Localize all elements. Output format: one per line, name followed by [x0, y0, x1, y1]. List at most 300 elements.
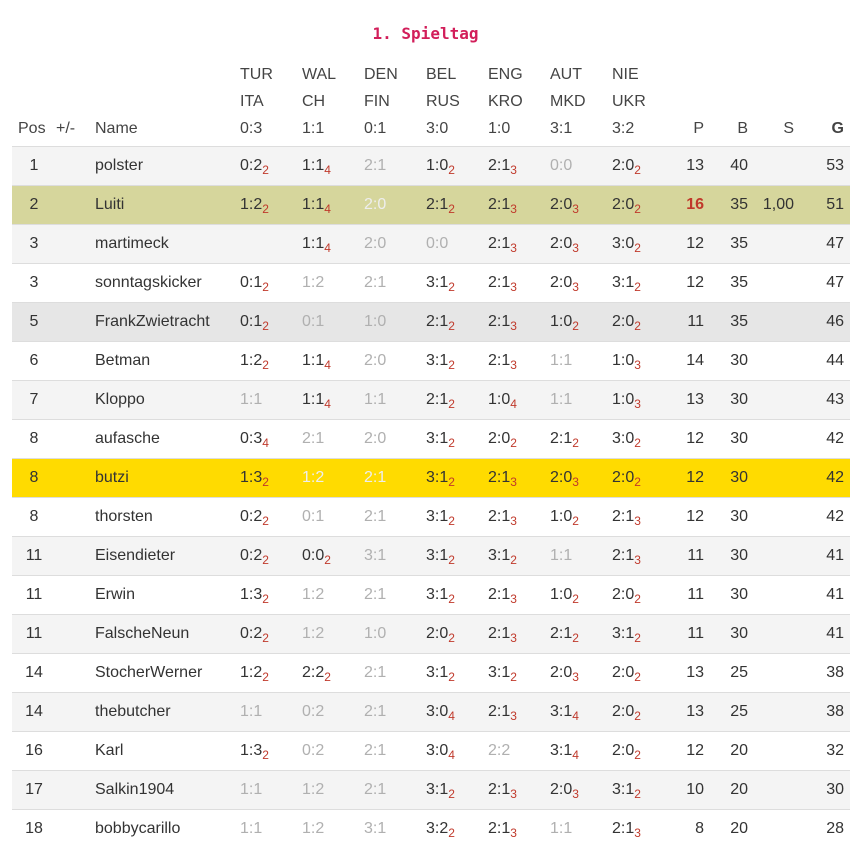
row-change: [56, 225, 95, 264]
tip-score: 2:1: [302, 430, 325, 447]
row-bonus: 40: [710, 147, 754, 186]
tip-points: 4: [324, 202, 331, 216]
tip-score: 2:0: [612, 157, 635, 174]
row-player-name[interactable]: Betman: [95, 342, 240, 381]
tip-points: 2: [634, 163, 641, 177]
row-change: [56, 459, 95, 498]
tip-points: 3: [510, 163, 517, 177]
row-position: 1: [12, 147, 56, 186]
row-tip: [302, 147, 364, 186]
row-bonus: 20: [710, 732, 754, 771]
tip-score: 1:1: [550, 820, 573, 838]
tip-score: 0:1: [302, 508, 325, 525]
header-bonus[interactable]: B: [737, 120, 748, 137]
row-position: 11: [12, 615, 56, 654]
row-bonus: 30: [710, 537, 754, 576]
tip-score: 2:0: [612, 469, 635, 486]
tip-score: 2:0: [612, 664, 635, 681]
row-total: 43: [800, 381, 850, 420]
tip-score: 0:0: [426, 235, 449, 252]
row-points: 11: [678, 615, 710, 654]
tip-score: 2:1: [364, 508, 387, 525]
row-bonus: 35: [710, 186, 754, 225]
tip-points: 2: [448, 592, 455, 606]
tip-score: 2:1: [364, 703, 387, 720]
row-tip: [488, 147, 550, 186]
tip-score: 1:1: [302, 352, 325, 369]
row-total: 44: [800, 342, 850, 381]
page-title: 1. Spieltag: [372, 24, 479, 43]
row-tip: [550, 342, 612, 381]
row-tip: [550, 693, 612, 732]
row-tip: [302, 264, 364, 303]
row-bonus: 30: [710, 342, 754, 381]
row-tip: [302, 303, 364, 342]
tip-points: 2: [572, 631, 579, 645]
match-home: WAL: [302, 66, 337, 83]
tip-points: 3: [510, 319, 517, 333]
row-change: [56, 186, 95, 225]
row-total: 47: [800, 225, 850, 264]
row-points: 12: [678, 420, 710, 459]
row-tip: [550, 264, 612, 303]
row-tip: [364, 615, 426, 654]
row-tip: [364, 264, 426, 303]
tip-points: 3: [510, 826, 517, 841]
header-points[interactable]: P: [693, 120, 704, 137]
header-match: [612, 58, 678, 147]
tip-score: 2:0: [612, 586, 635, 603]
table-row[interactable]: [12, 186, 850, 225]
tip-points: 2: [634, 787, 641, 801]
row-tip: [240, 654, 302, 693]
table-row[interactable]: [12, 732, 850, 771]
tip-points: 2: [448, 436, 455, 450]
row-tip: [364, 693, 426, 732]
row-player-name[interactable]: FalscheNeun: [95, 615, 240, 654]
row-tip: [550, 420, 612, 459]
tip-score: 2:1: [488, 508, 511, 525]
row-tip: [364, 420, 426, 459]
tip-points: 3: [634, 826, 641, 841]
row-tip: [426, 810, 488, 849]
row-tip: [550, 810, 612, 849]
row-tip: [364, 147, 426, 186]
row-tip: [488, 264, 550, 303]
tip-score: 1:1: [240, 781, 263, 798]
row-tip: [240, 771, 302, 810]
table-row[interactable]: [12, 420, 850, 459]
row-tip: [364, 186, 426, 225]
tip-points: 4: [572, 709, 579, 723]
tip-score: 1:2: [302, 274, 325, 291]
row-player-name[interactable]: butzi: [95, 459, 240, 498]
row-player-name[interactable]: thebutcher: [95, 693, 240, 732]
row-bonus: 30: [710, 459, 754, 498]
tip-points: 3: [572, 670, 579, 684]
row-total: 46: [800, 303, 850, 342]
tip-points: 3: [510, 592, 517, 606]
row-tip: [302, 810, 364, 849]
tip-points: 2: [634, 748, 641, 762]
tip-points: 3: [572, 241, 579, 255]
tip-score: 0:2: [240, 508, 263, 525]
row-tip: [240, 615, 302, 654]
tip-score: 3:1: [364, 820, 387, 838]
header-change[interactable]: +/-: [56, 120, 76, 137]
row-tip: [364, 537, 426, 576]
row-player-name[interactable]: aufasche: [95, 420, 240, 459]
row-s: 1,00: [754, 186, 800, 225]
row-points: 10: [678, 771, 710, 810]
row-position: 8: [12, 498, 56, 537]
header-total[interactable]: G: [831, 120, 844, 137]
table-row[interactable]: [12, 147, 850, 186]
tip-score: 2:0: [612, 742, 635, 759]
row-change: [56, 381, 95, 420]
tip-score: 3:1: [488, 547, 511, 564]
tip-score: 3:1: [426, 469, 449, 486]
row-player-name[interactable]: Eisendieter: [95, 537, 240, 576]
row-position: 7: [12, 381, 56, 420]
row-tip: [550, 381, 612, 420]
tip-score: 2:0: [550, 469, 573, 486]
tip-points: 2: [634, 436, 641, 450]
row-s: [754, 693, 800, 732]
tip-points: 2: [510, 436, 517, 450]
row-position: 8: [12, 459, 56, 498]
header-match: [240, 58, 302, 147]
row-bonus: 30: [710, 381, 754, 420]
row-player-name[interactable]: Kloppo: [95, 381, 240, 420]
row-tip: [364, 732, 426, 771]
row-tip: [612, 225, 678, 264]
row-points: 14: [678, 342, 710, 381]
row-tip: [364, 225, 426, 264]
row-tip: [612, 186, 678, 225]
row-tip: [550, 498, 612, 537]
header-row: [12, 58, 850, 147]
row-position: 6: [12, 342, 56, 381]
row-tip: [550, 537, 612, 576]
tip-points: 2: [448, 163, 455, 177]
match-result: 3:2: [612, 120, 635, 137]
tip-score: 2:1: [488, 820, 511, 838]
row-tip: [612, 576, 678, 615]
tip-points: 2: [448, 631, 455, 645]
row-position: 8: [12, 420, 56, 459]
table-row[interactable]: [12, 459, 850, 498]
tip-points: 2: [262, 592, 269, 606]
row-s: [754, 810, 800, 849]
tip-points: 2: [634, 592, 641, 606]
tip-score: 1:0: [364, 625, 387, 642]
row-total: 28: [800, 810, 850, 849]
row-tip: [612, 537, 678, 576]
table-row[interactable]: [12, 498, 850, 537]
row-tip: [302, 654, 364, 693]
row-change: [56, 147, 95, 186]
row-player-name[interactable]: Luiti: [95, 186, 240, 225]
tip-points: 2: [262, 280, 269, 294]
row-s: [754, 303, 800, 342]
row-tip: [612, 615, 678, 654]
tip-score: 2:1: [364, 586, 387, 603]
match-away: FIN: [364, 93, 390, 110]
tip-score: 2:1: [364, 781, 387, 798]
tip-score: 3:1: [488, 664, 511, 681]
table-row[interactable]: [12, 303, 850, 342]
row-tip: [612, 654, 678, 693]
tip-score: 2:1: [364, 274, 387, 291]
row-tip: [550, 771, 612, 810]
tip-score: 2:1: [612, 547, 635, 564]
row-player-name[interactable]: martimeck: [95, 225, 240, 264]
row-player-name[interactable]: polster: [95, 147, 240, 186]
tip-score: 3:1: [426, 352, 449, 369]
tip-score: 1:1: [302, 196, 325, 213]
row-tip: [240, 303, 302, 342]
tip-score: 3:0: [612, 235, 635, 252]
row-position: 11: [12, 537, 56, 576]
tip-score: 2:1: [488, 781, 511, 798]
tip-points: 2: [572, 319, 579, 333]
tip-score: 3:1: [612, 274, 635, 291]
tip-points: 3: [634, 397, 641, 411]
header-name[interactable]: Name: [95, 120, 138, 137]
row-player-name[interactable]: Karl: [95, 732, 240, 771]
row-tip: [240, 186, 302, 225]
tip-score: 2:1: [364, 469, 387, 486]
row-points: 12: [678, 225, 710, 264]
tip-points: 3: [510, 709, 517, 723]
row-total: 38: [800, 693, 850, 732]
tip-score: 2:0: [426, 625, 449, 642]
row-player-name[interactable]: sonntagskicker: [95, 264, 240, 303]
tip-points: 2: [448, 826, 455, 841]
tip-points: 2: [634, 241, 641, 255]
row-tip: [240, 537, 302, 576]
tip-score: 2:1: [488, 313, 511, 330]
row-position: 16: [12, 732, 56, 771]
row-points: 8: [678, 810, 710, 849]
row-tip: [364, 576, 426, 615]
header-pos[interactable]: Pos: [18, 120, 46, 137]
row-tip: [426, 225, 488, 264]
row-tip: [302, 693, 364, 732]
row-tip: [302, 537, 364, 576]
row-tip: [550, 654, 612, 693]
row-s: [754, 381, 800, 420]
tip-score: 3:2: [426, 820, 449, 838]
match-result: 0:1: [364, 120, 387, 137]
row-change: [56, 420, 95, 459]
row-tip: [612, 342, 678, 381]
row-tip: [488, 537, 550, 576]
match-away: RUS: [426, 93, 460, 110]
table-row[interactable]: [12, 771, 850, 810]
row-tip: [488, 420, 550, 459]
tip-points: 2: [448, 280, 455, 294]
row-tip: [426, 381, 488, 420]
table-row[interactable]: [12, 381, 850, 420]
tip-score: 2:2: [302, 664, 325, 681]
row-tip: [364, 459, 426, 498]
row-tip: [302, 186, 364, 225]
row-points: 13: [678, 654, 710, 693]
tip-score: 2:1: [488, 352, 511, 369]
row-player-name[interactable]: thorsten: [95, 498, 240, 537]
tip-points: 2: [262, 163, 269, 177]
tip-score: 0:3: [240, 430, 263, 447]
row-player-name[interactable]: FrankZwietracht: [95, 303, 240, 342]
tip-score: 1:0: [612, 352, 635, 369]
tip-score: 3:1: [426, 430, 449, 447]
row-bonus: 25: [710, 654, 754, 693]
table-row[interactable]: [12, 537, 850, 576]
tip-points: 3: [510, 202, 517, 216]
row-tip: [364, 342, 426, 381]
tip-points: 2: [448, 670, 455, 684]
row-tip: [488, 342, 550, 381]
tip-points: 2: [634, 202, 641, 216]
row-s: [754, 498, 800, 537]
row-player-name[interactable]: StocherWerner: [95, 654, 240, 693]
table-row[interactable]: [12, 225, 850, 264]
row-tip: [302, 225, 364, 264]
tip-score: 3:1: [426, 586, 449, 603]
row-change: [56, 810, 95, 849]
table-row[interactable]: [12, 342, 850, 381]
row-tip: [426, 693, 488, 732]
header-s[interactable]: S: [783, 120, 794, 137]
row-tip: [612, 381, 678, 420]
row-tip: [240, 693, 302, 732]
row-change: [56, 498, 95, 537]
row-bonus: 35: [710, 303, 754, 342]
header-match: [550, 58, 612, 147]
match-away: CH: [302, 93, 326, 110]
row-player-name[interactable]: Erwin: [95, 576, 240, 615]
row-tip: [488, 771, 550, 810]
tip-score: 2:1: [488, 235, 511, 252]
header-match: [364, 58, 426, 147]
tip-score: 3:0: [426, 703, 449, 720]
table-row[interactable]: [12, 615, 850, 654]
row-change: [56, 654, 95, 693]
row-tip: [364, 810, 426, 849]
table-row[interactable]: [12, 654, 850, 693]
row-player-name[interactable]: bobbycarillo: [95, 810, 240, 849]
row-tip: [612, 420, 678, 459]
tip-score: 1:0: [612, 391, 635, 408]
row-tip: [426, 420, 488, 459]
row-tip: [426, 576, 488, 615]
row-tip: [302, 420, 364, 459]
row-bonus: 30: [710, 576, 754, 615]
row-tip: [550, 147, 612, 186]
row-tip: [550, 615, 612, 654]
tip-points: 4: [448, 748, 455, 762]
row-s: [754, 576, 800, 615]
tip-score: 1:0: [550, 313, 573, 330]
row-bonus: 30: [710, 420, 754, 459]
match-result: 3:0: [426, 120, 449, 137]
row-tip: [550, 303, 612, 342]
match-away: MKD: [550, 93, 586, 110]
tip-points: 4: [324, 241, 331, 255]
row-bonus: 25: [710, 693, 754, 732]
tip-points: 2: [448, 553, 455, 567]
row-total: 41: [800, 576, 850, 615]
row-tip: [550, 732, 612, 771]
tip-points: 2: [448, 514, 455, 528]
tip-points: 2: [262, 553, 269, 567]
row-tip: [240, 576, 302, 615]
row-position: 2: [12, 186, 56, 225]
row-tip: [612, 459, 678, 498]
row-bonus: 30: [710, 498, 754, 537]
tip-score: 1:0: [488, 391, 511, 408]
tip-points: 2: [634, 670, 641, 684]
tip-points: 3: [572, 787, 579, 801]
tip-points: 2: [510, 553, 517, 567]
row-tip: [302, 498, 364, 537]
table-row[interactable]: [12, 264, 850, 303]
match-home: TUR: [240, 66, 273, 83]
row-tip: [488, 732, 550, 771]
row-tip: [488, 498, 550, 537]
tip-score: 0:2: [302, 703, 325, 720]
tip-score: 1:2: [240, 352, 263, 369]
row-tip: [612, 498, 678, 537]
row-tip: [488, 654, 550, 693]
tip-points: 2: [262, 358, 269, 372]
row-position: 18: [12, 810, 56, 849]
row-position: 14: [12, 693, 56, 732]
row-tip: [302, 732, 364, 771]
row-s: [754, 732, 800, 771]
row-tip: [240, 342, 302, 381]
row-tip: [488, 576, 550, 615]
row-position: 3: [12, 225, 56, 264]
row-tip: [302, 342, 364, 381]
table-row[interactable]: [12, 576, 850, 615]
row-tip: [240, 381, 302, 420]
row-total: 32: [800, 732, 850, 771]
row-position: 17: [12, 771, 56, 810]
tip-score: 3:1: [426, 547, 449, 564]
tip-points: 2: [262, 475, 269, 489]
tip-score: 1:3: [240, 469, 263, 486]
tip-points: 2: [634, 319, 641, 333]
row-s: [754, 420, 800, 459]
tip-score: 2:0: [488, 430, 511, 447]
tip-points: 3: [510, 514, 517, 528]
tip-score: 1:1: [550, 391, 573, 408]
table-row[interactable]: [12, 810, 850, 849]
tip-score: 2:1: [488, 196, 511, 213]
row-position: 11: [12, 576, 56, 615]
tip-score: 0:2: [240, 625, 263, 642]
row-player-name[interactable]: Salkin1904: [95, 771, 240, 810]
table-row[interactable]: [12, 693, 850, 732]
match-home: DEN: [364, 66, 398, 83]
tip-score: 1:1: [550, 352, 573, 369]
match-home: AUT: [550, 66, 582, 83]
row-position: 5: [12, 303, 56, 342]
tip-score: 0:2: [240, 157, 263, 174]
